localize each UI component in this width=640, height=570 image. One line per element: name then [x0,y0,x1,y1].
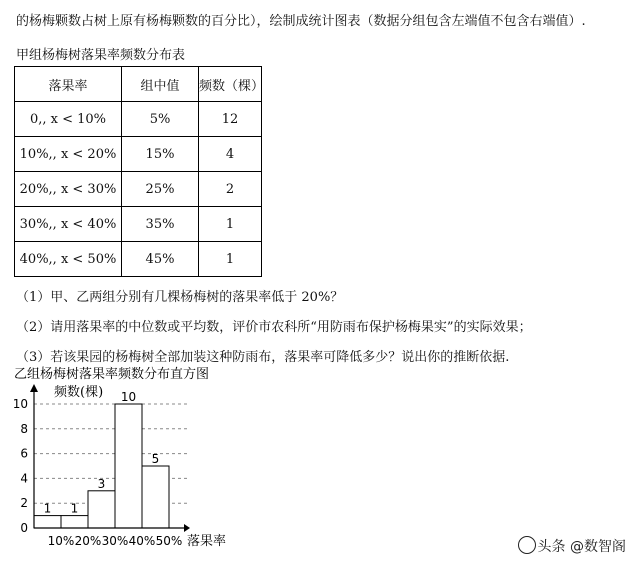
frequency-table [14,66,265,277]
table-title: 甲组杨梅树落果率频数分布表 [16,48,186,63]
watermark-text: 头条 @数智阁 [537,539,626,555]
y-tick-label: 4 [20,471,28,486]
cell-frequency: 1 [199,207,262,242]
x-tick-label: 50% [155,534,183,548]
table-row [15,137,262,172]
bar-value-label: 5 [151,452,160,466]
question-2: （2）请用落果率的中位数或平均数，评价市农科所“用防雨布保护杨梅果实”的实际效果； [16,320,532,335]
header-midpoint: 组中值 [122,67,199,102]
cell-range: 0,, x < 10% [15,102,122,137]
intro-text: 的杨梅颗数占树上原有杨梅颗数的百分比），绘制成统计图表（数据分组包含左端值不包含右端值）. [16,14,586,29]
histogram-bar [34,516,61,528]
cell-midpoint: 35% [122,207,199,242]
bar-value-label: 1 [70,501,79,516]
y-tick-label: 10 [12,397,28,411]
cell-frequency: 1 [199,242,262,277]
cell-midpoint: 45% [122,242,199,277]
y-tick-label: 8 [20,421,28,436]
chart-title: 乙组杨梅树落果率频数分布直方图 [14,367,210,382]
cell-midpoint: 5% [122,102,199,137]
header-fall-rate: 落果率 [15,67,122,102]
y-tick-label: 0 [20,521,28,535]
watermark-logo-icon [518,536,536,554]
histogram-bar [61,516,88,528]
question-1: （1）甲、乙两组分别有几棵杨梅树的落果率低于 20%？ [16,290,344,305]
cell-range: 30%,, x < 40% [15,207,122,242]
header-frequency: 频数（棵） [199,67,262,102]
bar-value-label: 1 [43,501,52,516]
x-axis-label: 落果率 [187,534,227,549]
x-axis-arrow-icon [184,524,190,532]
y-axis-arrow-icon [30,384,38,392]
x-tick-label: 30% [101,534,129,548]
histogram-bar [88,491,115,528]
cell-frequency: 2 [199,172,262,207]
histogram-bar [142,466,169,528]
question-3: （3）若该果园的杨梅树全部加装这种防雨布，落果率可降低多少？说出你的推断依据. [16,350,510,365]
cell-midpoint: 25% [122,172,199,207]
histogram-chart [0,362,260,562]
table-row [15,207,262,242]
histogram-bar [115,404,142,528]
table-row [15,172,262,207]
table-header-row [15,67,262,102]
bar-value-label: 3 [97,476,106,491]
y-tick-label: 2 [20,496,28,511]
y-axis-label: 频数(棵) [54,385,104,400]
cell-frequency: 4 [199,137,262,172]
cell-range: 10%,, x < 20% [15,137,122,172]
table-row [15,242,262,277]
cell-range: 40%,, x < 50% [15,242,122,277]
cell-midpoint: 15% [122,137,199,172]
x-tick-label: 40% [128,534,156,548]
y-tick-label: 6 [20,446,28,461]
watermark [518,536,626,556]
cell-frequency: 12 [199,102,262,137]
bar-value-label: 10 [120,390,137,404]
x-tick-label: 10% [47,534,75,548]
cell-range: 20%,, x < 30% [15,172,122,207]
table-row [15,102,262,137]
x-tick-label: 20% [74,534,102,548]
